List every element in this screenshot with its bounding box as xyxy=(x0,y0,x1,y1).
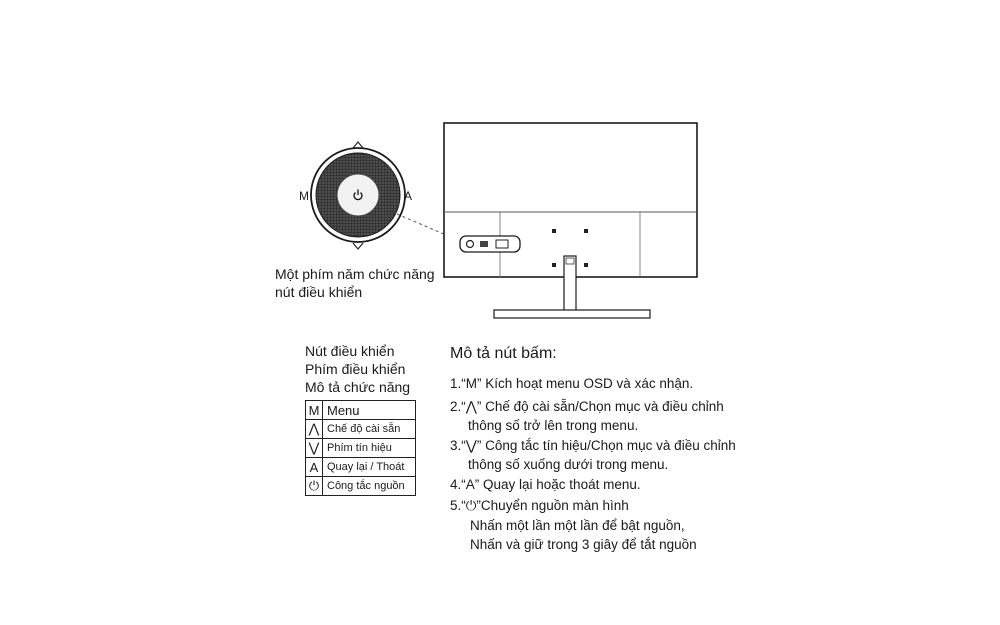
dial-caption-line1: Một phím năm chức năng xyxy=(275,266,435,282)
table-row xyxy=(306,401,416,420)
key-symbol: M xyxy=(306,401,323,420)
desc-item-2-line1: 2.“⋀” Chế độ cài sẵn/Chọn mục và điều chỉnh xyxy=(450,398,724,414)
description-title: Mô tả nút bấm: xyxy=(450,345,557,362)
key-label: Công tắc nguồn xyxy=(323,477,416,496)
dial-caption xyxy=(275,265,435,301)
desc-item-5-line2: Nhấn một lần một lần để bật nguồn, xyxy=(470,517,685,533)
dial-caption-line2: nút điều khiển xyxy=(275,284,363,300)
table-row xyxy=(306,477,416,496)
table-row xyxy=(306,458,416,477)
key-symbol: ⏻ xyxy=(306,477,323,496)
key-symbol: ⋁ xyxy=(306,439,323,458)
key-label: Menu xyxy=(323,401,416,420)
key-symbol: A xyxy=(306,458,323,477)
description-list xyxy=(450,374,770,555)
table-row xyxy=(306,439,416,458)
hdmi-port xyxy=(480,241,488,247)
key-symbol: ⋀ xyxy=(306,420,323,439)
desc-item-2-line2: thông số trở lên trong menu. xyxy=(468,418,639,433)
legend-heading-line1: Nút điều khiển xyxy=(305,343,395,359)
joystick-port xyxy=(467,241,474,248)
key-label: Chế độ cài sẵn xyxy=(323,420,416,439)
vga-port xyxy=(496,240,508,248)
desc-item-1: 1.“M” Kích hoạt menu OSD và xác nhận. xyxy=(450,376,694,391)
desc-item-3-line1: 3.“⋁” Công tắc tín hiệu/Chọn mục và điều chỉnh xyxy=(450,437,736,453)
key-label: Quay lại / Thoát xyxy=(323,458,416,477)
monitor-rear-diagram xyxy=(440,120,702,325)
legend-heading-line2: Phím điều khiển xyxy=(305,361,406,377)
desc-item-4: 4.“A” Quay lại hoặc thoát menu. xyxy=(450,476,641,492)
stand-base xyxy=(494,310,650,318)
legend-heading xyxy=(305,342,410,396)
key-label: Phím tín hiệu xyxy=(323,439,416,458)
chevron-down-icon xyxy=(353,243,363,249)
legend-heading-line3: Mô tả chức năng xyxy=(305,379,411,395)
desc-item-5-line3: Nhấn và giữ trong 3 giây để tắt nguồn xyxy=(470,537,697,552)
key-function-table xyxy=(305,400,416,496)
desc-item-5-line1: 5.“⏻”Chuyển nguồn màn hình xyxy=(450,498,629,513)
dial-label-a: A xyxy=(404,189,413,203)
table-row xyxy=(306,420,416,439)
desc-item-3-line2: thông số xuống dưới trong menu. xyxy=(468,457,669,472)
monitor-body xyxy=(444,123,697,277)
dial-label-m: M xyxy=(299,189,309,203)
